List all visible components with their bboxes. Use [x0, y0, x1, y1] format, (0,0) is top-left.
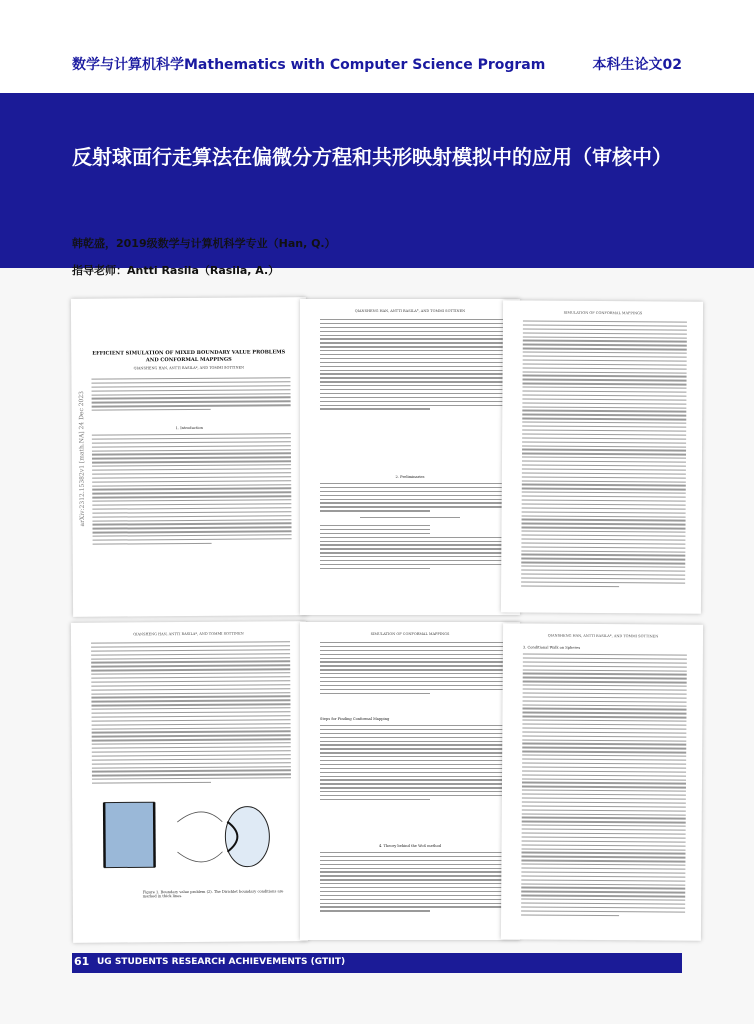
section-heading: 3. Conditional Walk on Spheres: [522, 645, 581, 650]
paper-authors: QIANSHENG HAN, ANTTI RASILA*, AND TOMMI SOTTINEN: [133, 365, 245, 371]
body-text: [320, 483, 504, 514]
body-text: [320, 319, 504, 412]
program-label: 数学与计算机科学Mathematics with Computer Science Program: [72, 57, 546, 73]
page-title: 反射球面行走算法在偏微分方程和共形映射模拟中的应用（审核中）: [72, 145, 672, 169]
paper-page-3: [501, 300, 703, 613]
page-number: 61: [74, 955, 90, 968]
body-text: [320, 852, 504, 914]
paper-page-5: [300, 622, 520, 940]
equation: [360, 517, 460, 521]
paper-page-6: [501, 623, 703, 940]
paper-page-1: [71, 297, 308, 617]
arxiv-stamp: arXiv:2312.15382v1 [math.NA] 24 Dec 2023: [78, 390, 86, 527]
paper-title: EFFICIENT SIMULATION OF MIXED BOUNDARY VALUE PROBLEMS AND CONFORMAL MAPPINGS: [92, 349, 286, 364]
running-head: QIANSHENG HAN, ANTTI RASILA*, AND TOMMI SOTTINEN: [354, 309, 466, 313]
boundary-figure: [102, 796, 273, 882]
paper-page-2: [300, 299, 520, 615]
section-heading: Steps for Finding Conformal Mapping: [320, 717, 390, 721]
abstract-text: [91, 377, 290, 413]
footer-title: UG STUDENTS RESEARCH ACHIEVEMENTS (GTIIT): [97, 957, 346, 967]
body-text: [320, 725, 504, 803]
section-heading: 4. Theory behind the WoS method: [378, 844, 442, 848]
section-heading: 2. Preliminaries: [395, 475, 425, 479]
advisor-line: 指导老师：Antti Rasila（Rasila, A.）: [72, 264, 280, 277]
section-heading: 1. Introduction: [175, 425, 203, 431]
body-text: [521, 320, 687, 590]
running-head: QIANSHENG HAN, ANTTI RASILA*, AND TOMMI SOTTINEN: [133, 631, 244, 637]
section-label: 本科生论文02: [592, 57, 682, 73]
paper-page-collage: [72, 298, 684, 941]
body-text: [521, 653, 687, 919]
body-text: [92, 433, 292, 547]
top-header-bar: [0, 0, 754, 93]
running-head: SIMULATION OF CONFORMAL MAPPINGS: [370, 632, 450, 636]
body-text: [320, 642, 504, 696]
figure-caption: Figure 1. Boundary value problem (2). The Dirichlet boundary conditions are marked in thick lines.: [142, 889, 284, 899]
running-head: QIANSHENG HAN, ANTTI RASILA*, AND TOMMI SOTTINEN: [547, 633, 659, 639]
body-text: [320, 525, 504, 572]
running-head: SIMULATION OF CONFORMAL MAPPINGS: [563, 310, 643, 316]
author-line: 韩乾盛，2019级数学与计算机科学专业（Han, Q.）: [72, 237, 336, 250]
body-text: [91, 641, 291, 786]
paper-page-4: [71, 621, 308, 943]
